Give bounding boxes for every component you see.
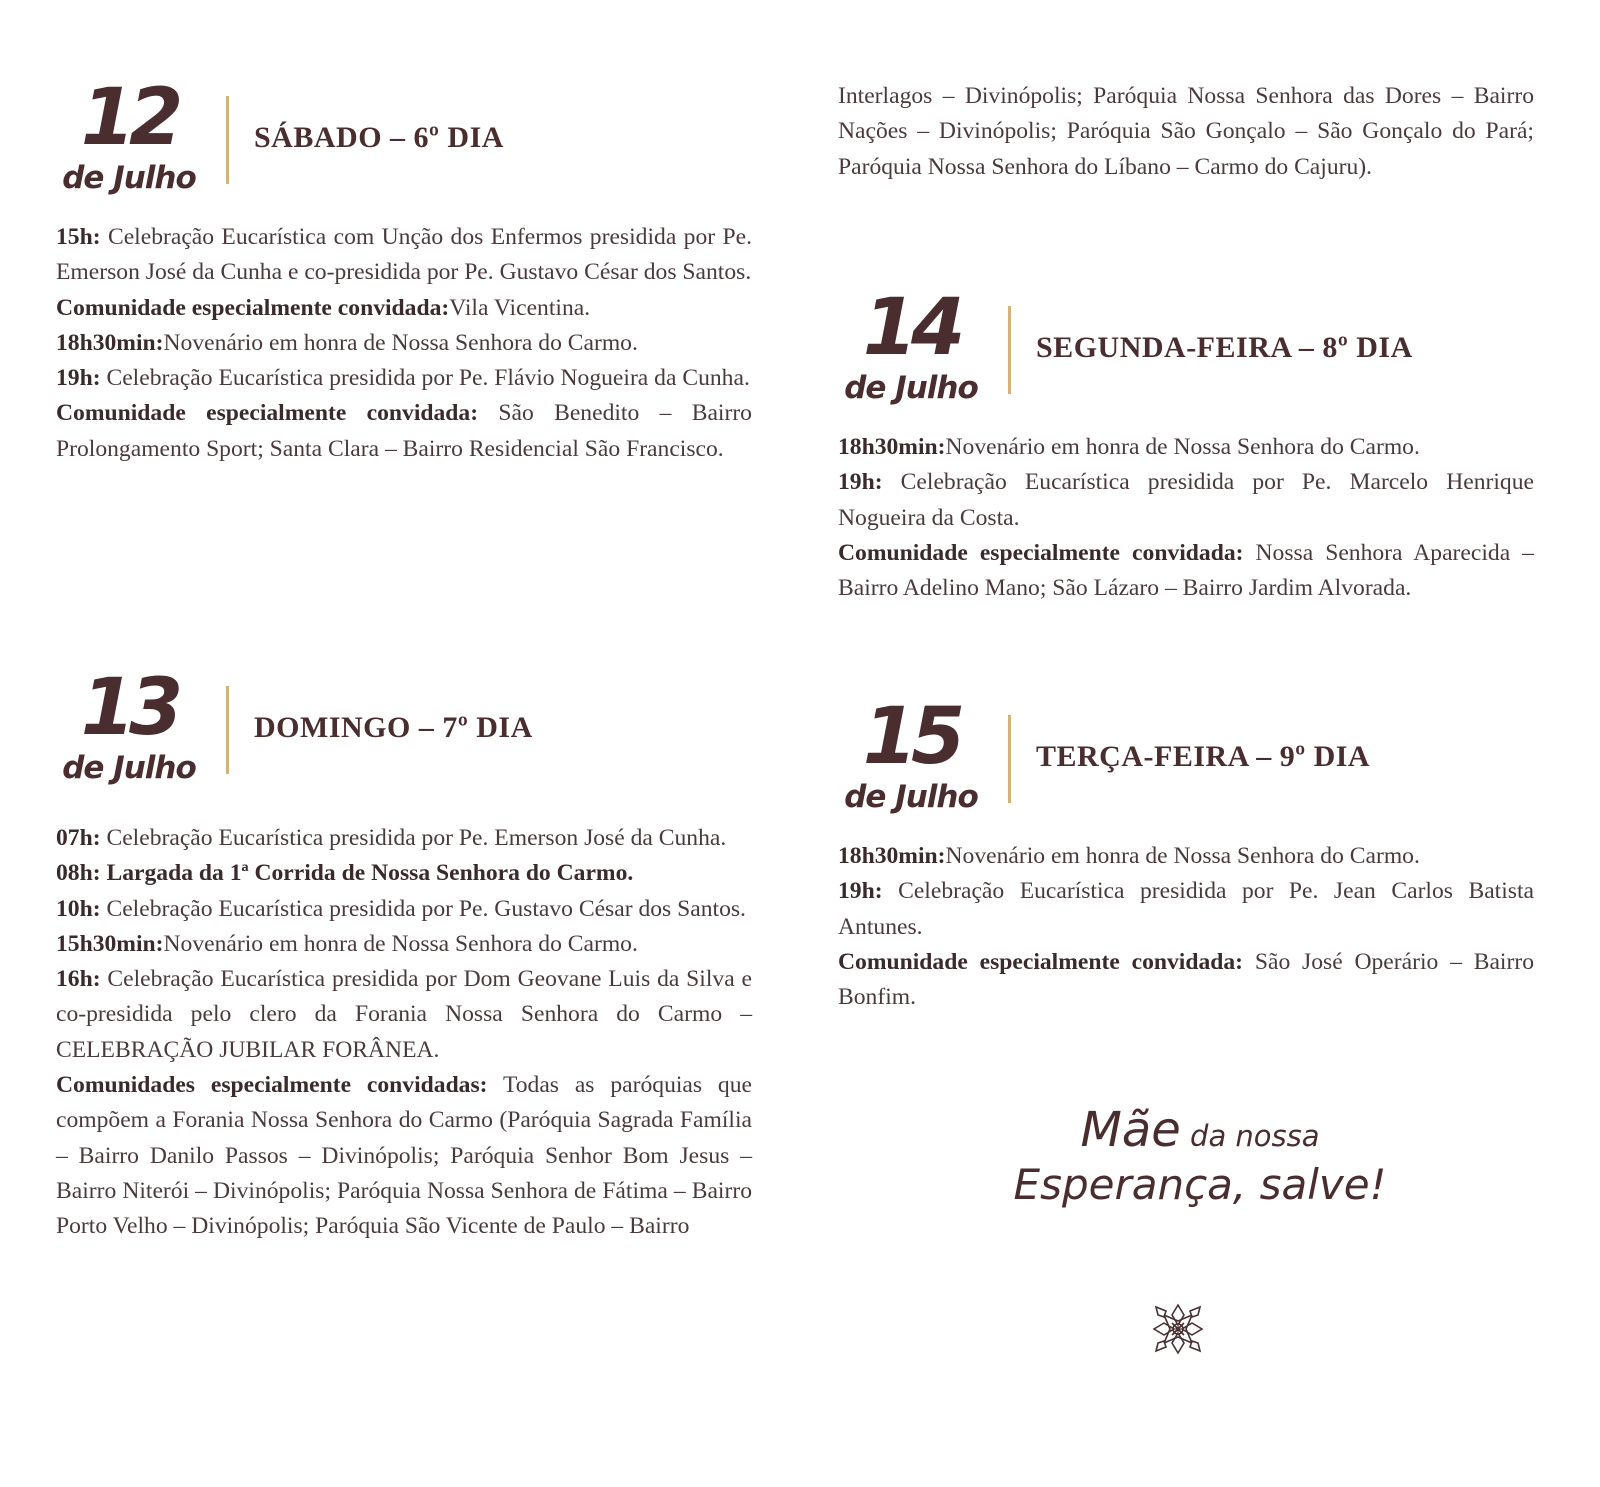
- schedule-entry: [56, 220, 752, 291]
- date-badge: [838, 692, 984, 819]
- entry-label: 18h30min:: [838, 434, 946, 460]
- day-header: [838, 692, 1534, 819]
- schedule-entry: [56, 361, 752, 396]
- day-header: [56, 73, 752, 200]
- schedule-entry: [56, 892, 752, 927]
- entry-label: Comunidade especialmente convidada:: [838, 948, 1244, 975]
- day-schedule: [838, 430, 1534, 606]
- day-header: [56, 663, 752, 790]
- date-month: de Julho: [844, 370, 978, 406]
- schedule-entry: [56, 326, 752, 361]
- entry-label: 19h:: [838, 469, 883, 496]
- entry-text: Vila Vicentina.: [449, 294, 591, 321]
- tagline-line-2: Esperança, salve!: [1013, 1160, 1387, 1209]
- entry-text: Celebração Eucarística presidida por Pe. Flávio Nogueira da Cunha.: [100, 365, 750, 392]
- entry-text: Nossa Senhora Aparecida – Bairro Adelino Mano; São Lázaro – Bairro Jardim Alvorada.: [838, 539, 1534, 602]
- entry-text: Novenário em honra de Nossa Senhora do Carmo.: [945, 434, 1420, 460]
- schedule-entry: [838, 945, 1534, 1016]
- gold-divider: [1008, 715, 1011, 803]
- entry-label: 15h30min:: [56, 930, 164, 957]
- entry-text: São Benedito – Bairro Prolongamento Sport; Santa Clara – Bairro Residencial São Francisco.: [56, 400, 752, 462]
- entry-text: Celebração Eucarística com Unção dos Enfermos presidida por Pe. Emerson José da Cunha e co-presidida por Pe. Gustavo César dos Santos.: [56, 224, 752, 286]
- weekday-heading: TERÇA-FEIRA – 9º DIA: [1036, 740, 1371, 773]
- entry-label: 19h:: [838, 878, 883, 905]
- entry-label: Comunidades especialmente convidadas:: [56, 1072, 488, 1099]
- schedule-entry: [56, 291, 752, 326]
- arabesque-ornament-icon: [1150, 1301, 1206, 1357]
- entry-text: Novenário em honra de Nossa Senhora do Carmo.: [163, 930, 638, 957]
- entry-label: 07h:: [56, 825, 101, 851]
- tagline: [960, 1102, 1440, 1214]
- schedule-entry: [56, 1068, 752, 1244]
- continuation-text: Interlagos – Divinópolis; Paróquia Nossa Senhora das Dores – Bairro Nações – Divinópolis; Paróquia São Gonçalo – São Gonçalo do Pará; Paróquia Nossa Senhora do Líbano – Carmo do Cajuru).: [838, 83, 1534, 180]
- date-badge: [56, 73, 202, 200]
- entry-label: 08h: Largada da 1ª Corrida de Nossa Senhora do Carmo.: [56, 860, 634, 887]
- date-month: de Julho: [844, 779, 978, 815]
- schedule-entry: [838, 430, 1534, 465]
- gold-divider: [226, 96, 229, 184]
- weekday-heading: SÁBADO – 6º DIA: [254, 121, 504, 154]
- date-badge: [56, 663, 202, 790]
- entry-text: Celebração Eucarística presidida por Pe. Emerson José da Cunha.: [100, 825, 727, 851]
- schedule-entry: [56, 396, 752, 467]
- entry-label: 16h:: [56, 966, 101, 993]
- entry-label: 15h:: [56, 224, 101, 250]
- date-month: de Julho: [62, 160, 196, 196]
- entry-text: Celebração Eucarística presidida por Pe. Marcelo Henrique Nogueira da Costa.: [838, 469, 1534, 531]
- weekday-heading: DOMINGO – 7º DIA: [254, 711, 533, 744]
- tagline-line-1: [960, 1102, 1440, 1158]
- entry-label: 19h:: [56, 365, 101, 392]
- tagline-line-1-rest: da nossa: [1180, 1119, 1320, 1153]
- day-header: [838, 283, 1534, 410]
- date-day-number: 13: [80, 663, 178, 753]
- schedule-entry: [56, 856, 752, 891]
- entry-text: Novenário em honra de Nossa Senhora do Carmo.: [163, 329, 638, 356]
- gold-divider: [1008, 306, 1011, 394]
- entry-label: 10h:: [56, 895, 101, 922]
- date-badge: [838, 283, 984, 410]
- entry-label: 18h30min:: [838, 843, 946, 869]
- schedule-entry: [56, 927, 752, 962]
- ornament-center: [1175, 1326, 1180, 1331]
- entry-label: Comunidade especialmente convidada:: [56, 294, 450, 321]
- date-month: de Julho: [62, 750, 196, 786]
- date-day-number: 12: [80, 73, 178, 163]
- schedule-entry: [838, 536, 1534, 607]
- gold-divider: [226, 686, 229, 774]
- entry-label: 18h30min:: [56, 329, 164, 356]
- day-schedule: [56, 821, 752, 1245]
- schedule-entry: [838, 465, 1534, 536]
- date-day-number: 15: [862, 692, 960, 782]
- schedule-entry: [56, 821, 752, 856]
- day-13-continuation: [838, 79, 1534, 185]
- entry-text: Celebração Eucarística presidida por Pe. Jean Carlos Batista Antunes.: [838, 878, 1534, 940]
- entry-text: Novenário em honra de Nossa Senhora do Carmo.: [945, 843, 1420, 869]
- day-schedule: [838, 839, 1534, 1015]
- schedule-entry: [838, 839, 1534, 874]
- date-day-number: 14: [862, 283, 960, 373]
- day-schedule: [56, 220, 752, 467]
- tagline-word-mae: Mãe: [1080, 1102, 1181, 1158]
- entry-text: Celebração Eucarística presidida por Dom Geovane Luis da Silva e co-presidida pelo clero da Forania Nossa Senhora do Carmo – CELEBRAÇÃO JUBILAR FORÂNEA.: [56, 966, 752, 1063]
- entry-text: Todas as paróquias que compõem a Forania Nossa Senhora do Carmo (Paróquia Sagrada Família – Bairro Danilo Passos – Divinópolis; Paróquia Senhor Bom Jesus – Bairro Niterói – Divinópolis; Paróquia Nossa Senhora de Fátima – Bairro Porto Velho – Divinópolis; Paróquia São Vicente de Paulo – Bairro: [56, 1072, 752, 1240]
- entry-label: Comunidade especialmente convidada:: [838, 539, 1244, 566]
- schedule-entry: [56, 962, 752, 1068]
- entry-text: São José Operário – Bairro Bonfim.: [838, 948, 1534, 1011]
- entry-text: Celebração Eucarística presidida por Pe. Gustavo César dos Santos.: [100, 895, 746, 922]
- schedule-entry: [838, 874, 1534, 945]
- weekday-heading: SEGUNDA-FEIRA – 8º DIA: [1036, 331, 1413, 364]
- entry-label: Comunidade especialmente convidada:: [56, 400, 479, 427]
